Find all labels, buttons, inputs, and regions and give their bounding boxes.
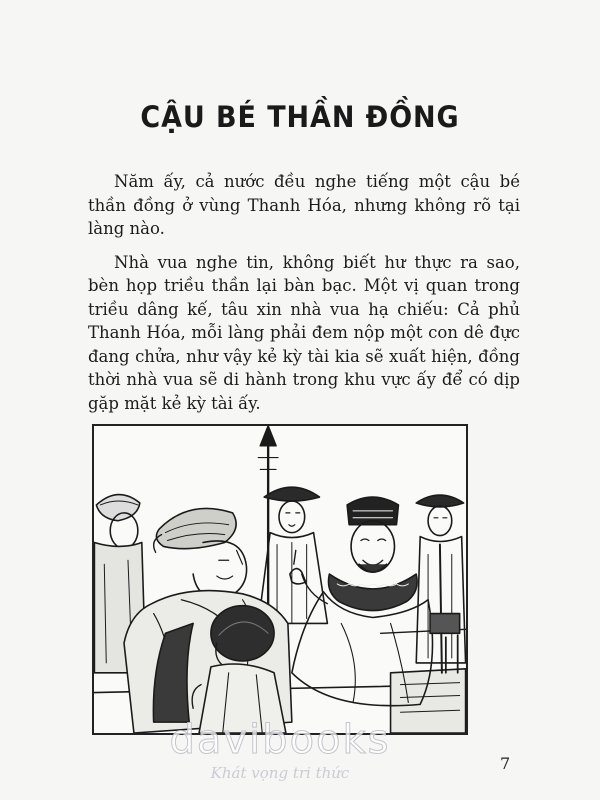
- ink-drawing-king-court: [94, 426, 466, 733]
- paragraph-1: Năm ấy, cả nước đều nghe tiếng một cậu bé thần đồng ở vùng Thanh Hóa, nhưng không rõ tại làng nào.: [88, 172, 520, 238]
- watermark-logo: davibooks: [169, 717, 391, 763]
- page-number: 7: [500, 754, 511, 773]
- paragraph-2: Nhà vua nghe tin, không biết hư thực ra sao, bèn họp triều thần lại bàn bạc. Một vị quan trong triều dâng kế, tâu xin nhà vua hạ chiếu: Cả phủ Thanh Hóa, mỗi làng phải đem nộp một con dê đực đang chửa, như vậy kẻ kỳ tài kia sẽ xuất hiện, đồng thời nhà vua sẽ di hành trong khu vực ấy để có dịp gặp mặt kẻ kỳ tài ấy.: [88, 252, 520, 413]
- watermark-tagline: Khát vọng tri thức: [210, 764, 350, 782]
- story-text: [88, 170, 520, 425]
- story-illustration: [92, 424, 468, 735]
- page-title: CẬU BÉ THẦN ĐỒNG: [140, 100, 460, 134]
